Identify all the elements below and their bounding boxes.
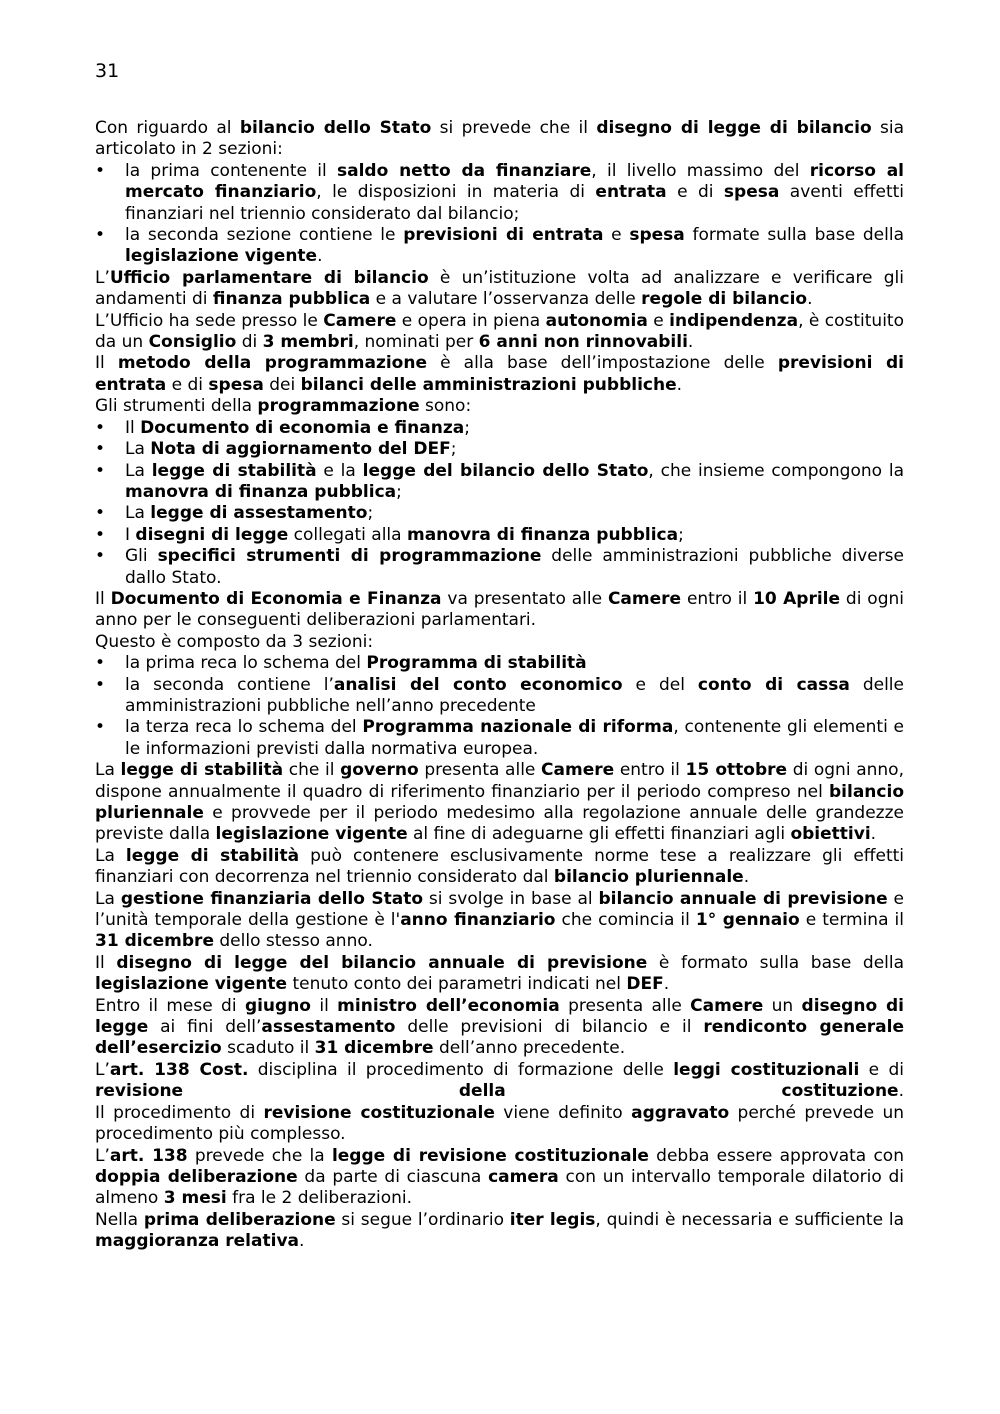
text: di ogni anno per le conseguenti deliberazioni parlamentari. (95, 588, 904, 631)
text: ai fini dell’ (148, 1017, 262, 1038)
bold-text: governo (340, 760, 419, 781)
text: entro il (614, 760, 686, 781)
paragraph (95, 1060, 904, 1103)
bold-text: prima deliberazione (143, 1209, 336, 1230)
text: , il livello massimo del (591, 160, 810, 181)
bold-text: maggioranza relativa (95, 1231, 299, 1252)
bold-text: metodo della programmazione (117, 353, 427, 374)
bold-text: specifici strumenti di programmazione (157, 546, 542, 567)
text: Il (125, 417, 141, 438)
text: La (125, 439, 151, 460)
bold-text: autonomia (545, 310, 648, 331)
text: scaduto il (221, 1038, 315, 1059)
bold-text: manovra di finanza pubblica (125, 481, 397, 502)
text: e di (666, 182, 724, 203)
text: la terza reca lo schema del (125, 717, 363, 738)
bold-text: programmazione (257, 396, 420, 417)
text: , le disposizioni in materia di (316, 182, 596, 203)
text: entro il (681, 588, 754, 609)
text: ; (678, 524, 684, 545)
document-body (95, 118, 904, 1253)
text: La (125, 460, 152, 481)
bold-text: ricorso al mercato finanziario (125, 160, 905, 203)
paragraph (95, 996, 904, 1060)
text: L’Ufficio ha sede presso le (95, 310, 324, 331)
text: . (317, 246, 323, 267)
text: è formato sulla base della (647, 952, 905, 973)
text: . (676, 374, 683, 395)
text: si prevede che il (431, 118, 597, 138)
bold-text: legge di stabilità (151, 460, 317, 481)
paragraph (95, 1210, 904, 1253)
text: , che insieme compongono la (648, 460, 905, 481)
bold-text: legge di stabilità (125, 845, 300, 866)
bold-text: legislazione vigente (125, 246, 318, 267)
text: delle amministrazioni pubbliche nell’anno precedente (125, 674, 904, 716)
bold-text: 3 membri (262, 332, 354, 353)
text: Con riguardo al (95, 118, 240, 138)
text: . (663, 974, 670, 995)
paragraph (95, 353, 904, 396)
text: e di (166, 374, 209, 395)
paragraph (95, 953, 904, 996)
bold-text: disegno di legge di bilancio (596, 118, 872, 138)
text: dei (263, 374, 301, 395)
text: che il (283, 760, 341, 781)
bullet-item (95, 461, 904, 504)
bold-text: bilanci delle amministrazioni pubbliche (300, 374, 677, 395)
text: Entro il mese di (95, 995, 245, 1016)
bold-text: analisi del conto economico (333, 674, 623, 695)
text: . (687, 332, 694, 353)
text: al fine di adeguarne gli effetti finanziari agli (407, 824, 791, 845)
bold-text: spesa (723, 182, 780, 203)
bold-text: indipendenza (669, 310, 799, 331)
text: Il (95, 952, 117, 973)
text: L’ (95, 267, 110, 288)
paragraph (95, 1146, 904, 1210)
bold-text: 1° gennaio (695, 910, 800, 931)
text: tenuto conto dei parametri indicati nel (287, 974, 627, 995)
text: e opera in piena (396, 310, 546, 331)
bold-text: legge di assestamento (150, 503, 368, 524)
text: e termina il (799, 910, 904, 931)
text: la prima reca lo schema del (125, 653, 367, 674)
paragraph (95, 311, 904, 354)
paragraph (95, 846, 904, 889)
text: presenta alle (418, 760, 542, 781)
bold-text: ministro dell’economia (337, 995, 560, 1016)
bullet-item (95, 525, 904, 546)
bold-text: obiettivi (790, 824, 871, 845)
text: dell’anno precedente. (433, 1038, 626, 1059)
bold-text: DEF (626, 974, 664, 995)
bold-text: Camere (690, 995, 764, 1016)
text: e a valutare l’osservanza delle (370, 289, 642, 310)
paragraph (95, 268, 904, 311)
text: il (311, 995, 338, 1016)
bold-text: regole di bilancio (641, 289, 808, 310)
text: debba essere approvata con (648, 1145, 904, 1166)
bold-text: 3 mesi (163, 1188, 227, 1209)
text: formate sulla base della (684, 225, 904, 246)
bold-text: 6 anni non rinnovabili (478, 332, 688, 353)
bold-text: Camere (323, 310, 397, 331)
text: I (125, 524, 136, 545)
bold-text: finanza pubblica (212, 289, 371, 310)
text: . (299, 1231, 305, 1252)
text: e del (622, 674, 698, 695)
text: La (95, 760, 121, 781)
bold-text: Camere (541, 760, 615, 781)
text: , è costituito da un (95, 310, 904, 353)
bold-text: legislazione vigente (95, 974, 288, 995)
text: ; (464, 417, 470, 438)
bold-text: legge di stabilità (120, 760, 284, 781)
text: con un intervallo temporale dilatorio di almeno (95, 1166, 905, 1209)
bold-text: disegni di legge (135, 524, 289, 545)
bold-text: conto di cassa (697, 674, 850, 695)
bold-text: 31 dicembre (314, 1038, 434, 1059)
text: di ogni anno, dispone annualmente il quadro di riferimento finanziario per il periodo compreso nel (95, 760, 904, 802)
bold-text: bilancio pluriennale (95, 781, 904, 823)
bold-text: Documento di Economia e Finanza (110, 588, 442, 609)
text: , contenente gli elementi e le informazioni previsti dalla normativa europea. (125, 717, 904, 759)
text: . (807, 289, 813, 310)
bold-text: bilancio pluriennale (553, 867, 744, 888)
text: e la (316, 460, 363, 481)
bold-text: doppia deliberazione (95, 1166, 298, 1187)
text: un (763, 995, 802, 1016)
text: ; (450, 439, 457, 460)
bold-text: Programma di stabilità (366, 653, 587, 674)
bold-text: legislazione vigente (215, 824, 408, 845)
text: La (125, 503, 151, 524)
bold-text: 15 ottobre (685, 760, 788, 781)
text: da parte di ciascuna (297, 1166, 489, 1187)
bullet-item (95, 161, 904, 225)
text: di (236, 332, 263, 353)
text: si segue l’ordinario (335, 1209, 510, 1230)
text: Gli (125, 546, 158, 567)
text: ; (396, 481, 402, 502)
bold-text: art. 138 Cost. (109, 1059, 249, 1080)
bold-text: legge di revisione costituzionale (331, 1145, 649, 1166)
text: La (95, 888, 121, 909)
text: disciplina il procedimento di formazione delle (248, 1059, 674, 1080)
bold-text: previsioni di entrata (403, 225, 604, 246)
text: prevede che la (187, 1145, 332, 1166)
text: sia articolato in 2 sezioni: (95, 118, 905, 160)
text: e (603, 225, 630, 246)
text: va presentato alle (441, 588, 608, 609)
text: Questo è composto da 3 sezioni: (95, 631, 374, 652)
bold-text: previsioni di entrata (95, 353, 905, 395)
bold-text: legge del bilancio dello Stato (362, 460, 649, 481)
text: la seconda sezione contiene le (125, 225, 404, 246)
text: la prima contenente il (125, 160, 338, 181)
bullet-item (95, 717, 904, 760)
bold-text: rendiconto generale dell’esercizio (95, 1017, 904, 1059)
bold-text: giugno (244, 995, 311, 1016)
text: . (743, 867, 750, 888)
bold-text: Nota di aggiornamento del DEF (150, 439, 451, 460)
text: e di (859, 1059, 904, 1080)
bold-text: disegno di legge (95, 995, 904, 1038)
bold-text: entrata (595, 182, 667, 203)
bold-text: Programma nazionale di riforma (362, 717, 674, 738)
text: L’ (95, 1145, 110, 1166)
bold-text: revisione costituzionale (263, 1102, 495, 1123)
page-number: 31 (95, 60, 120, 82)
text: Gli strumenti della (95, 396, 258, 417)
text: Il procedimento di (95, 1102, 264, 1123)
text: La (95, 845, 126, 866)
text: che comincia il (555, 910, 696, 931)
text: fra le 2 deliberazioni. (226, 1188, 412, 1209)
paragraph (95, 589, 904, 632)
bullet-item (95, 503, 904, 524)
bullet-item (95, 653, 904, 674)
text: , quindi è necessaria e sufficiente la (595, 1209, 904, 1230)
bold-text: bilancio annuale di previsione (598, 888, 888, 909)
paragraph (95, 396, 904, 417)
bold-text: anno finanziario (400, 910, 556, 931)
text: , nominati per (353, 332, 479, 353)
text: Nella (95, 1209, 144, 1230)
text: . (870, 824, 877, 845)
text: è alla base dell’impostazione delle (427, 353, 778, 374)
bullet-item (95, 546, 904, 589)
bullet-item (95, 418, 904, 439)
text: dello stesso anno. (213, 931, 373, 952)
paragraph (95, 632, 904, 653)
text: ; (367, 503, 374, 524)
bold-text: spesa (208, 374, 264, 395)
bold-text: Ufficio parlamentare di bilancio (109, 267, 429, 288)
bold-text: revisione della costituzione (95, 1081, 899, 1102)
text: Il (95, 353, 118, 374)
bullet-item (95, 675, 904, 718)
bold-text: spesa (629, 225, 685, 246)
text: L’ (95, 1059, 110, 1080)
bold-text: gestione finanziaria dello Stato (120, 888, 424, 909)
bold-text: camera (488, 1166, 559, 1187)
text: aventi effetti finanziari nel triennio considerato dal bilancio; (125, 182, 904, 224)
text: . (898, 1081, 904, 1102)
bold-text: disegno di legge del bilancio annuale di previsione (116, 952, 648, 973)
text: e (647, 310, 670, 331)
text: è un’istituzione volta ad analizzare e verificare gli andamenti di (95, 267, 904, 310)
bold-text: assestamento (261, 1017, 396, 1038)
text: delle amministrazioni pubbliche diverse dallo Stato. (125, 546, 904, 588)
bold-text: art. 138 (109, 1145, 188, 1166)
text: e provvede per il periodo medesimo alla regolazione annuale delle grandezze previste dalla (95, 803, 904, 845)
paragraph (95, 1103, 904, 1146)
paragraph (95, 760, 904, 846)
bold-text: 10 Aprile (753, 588, 841, 609)
bold-text: Consiglio (148, 332, 237, 353)
bold-text: leggi costituzionali (673, 1059, 860, 1080)
text: collegati alla (288, 524, 407, 545)
text: può contenere esclusivamente norme tese a realizzare gli effetti finanziari con decorrenza nel triennio considerato dal (95, 845, 905, 888)
bold-text: Documento di economia e finanza (140, 417, 465, 438)
bold-text: saldo netto da finanziare (337, 160, 592, 181)
bold-text: aggravato (631, 1102, 730, 1123)
paragraph (95, 889, 904, 953)
text: la seconda contiene l’ (125, 674, 334, 695)
text: viene definito (494, 1102, 632, 1123)
bold-text: iter legis (509, 1209, 596, 1230)
text: delle previsioni di bilancio e il (395, 1017, 704, 1038)
bold-text: manovra di finanza pubblica (406, 524, 679, 545)
text: perché prevede un procedimento più complesso. (95, 1102, 905, 1145)
text: Il (95, 588, 111, 609)
paragraph (95, 118, 904, 161)
text: e l’unità temporale della gestione è l' (95, 888, 904, 931)
text: presenta alle (559, 995, 691, 1016)
bullet-item (95, 439, 904, 460)
bold-text: Camere (607, 588, 682, 609)
text: sono: (419, 396, 472, 417)
text: si svolge in base al (423, 888, 599, 909)
bold-text: 31 dicembre (95, 931, 214, 952)
bullet-item (95, 225, 904, 268)
bold-text: bilancio dello Stato (239, 118, 432, 138)
